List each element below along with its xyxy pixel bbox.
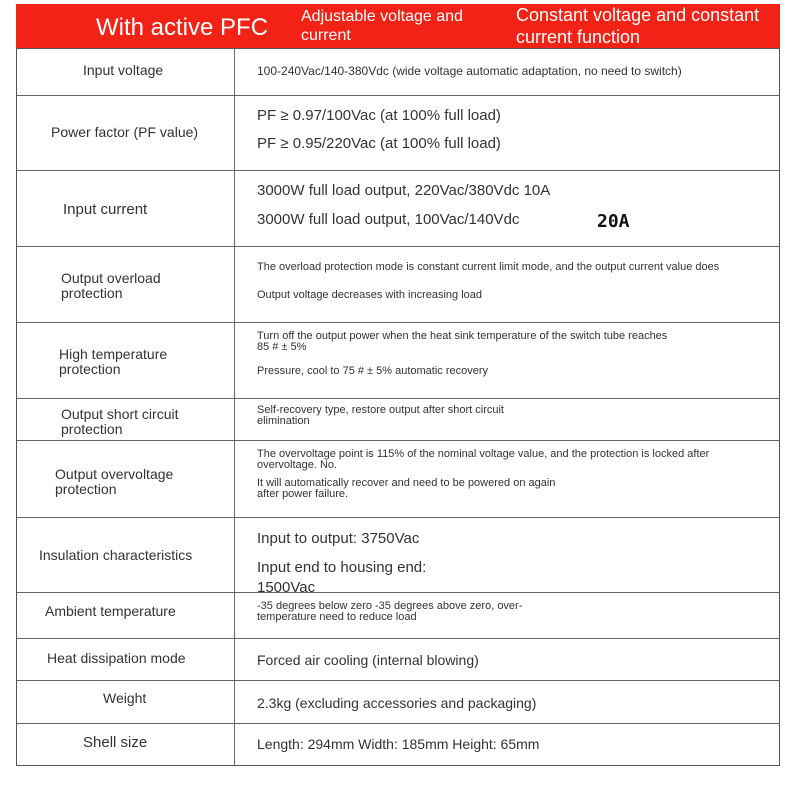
current-value-highlight: 20A	[597, 211, 630, 232]
row-value: The overload protection mode is constant current limit mode, and the output current value does	[257, 261, 720, 273]
row-label-cell	[17, 49, 235, 95]
row-value: Turn off the output power when the heat sink temperature of the switch tube reaches 85 # ± 5%	[257, 330, 668, 353]
table-row	[17, 322, 779, 398]
header-banner	[16, 4, 780, 48]
row-value: Input to output: 3750Vac	[257, 530, 420, 547]
table-row	[17, 680, 779, 723]
row-value: 3000W full load output, 220Vac/380Vdc 10A	[257, 182, 551, 199]
row-value: Input end to housing end: 1500Vac	[257, 559, 427, 596]
row-value: 3000W full load output, 100Vac/140Vdc	[257, 211, 520, 228]
table-row	[17, 723, 779, 765]
row-label: Weight	[103, 690, 147, 706]
row-label: Heat dissipation mode	[47, 650, 186, 666]
row-value: 100-240Vac/140-380Vdc (wide voltage automatic adaptation, no need to switch)	[257, 64, 682, 78]
row-label: Output overload protection	[61, 270, 161, 301]
table-row	[17, 95, 779, 170]
row-label-cell	[17, 639, 235, 680]
row-value: Output voltage decreases with increasing load	[257, 289, 483, 301]
row-label: Insulation characteristics	[39, 547, 193, 563]
row-label: Shell size	[83, 734, 148, 751]
row-label-cell	[17, 171, 235, 246]
table-row	[17, 170, 779, 246]
header-feature-adjustable: Adjustable voltage and current	[301, 8, 463, 44]
row-label-cell	[17, 323, 235, 398]
table-row	[17, 398, 779, 440]
row-label: Input voltage	[83, 62, 164, 78]
header-feature-constant: Constant voltage and constant current function	[516, 5, 760, 47]
row-label-cell	[17, 724, 235, 765]
row-value: Forced air cooling (internal blowing)	[257, 652, 479, 668]
row-label: Input current	[63, 201, 148, 218]
header-title: With active PFC	[96, 14, 269, 41]
table-row	[17, 517, 779, 596]
table-row	[17, 592, 779, 638]
row-value: -35 degrees below zero -35 degrees above zero, over-temperature need to reduce load	[257, 600, 523, 623]
row-label-cell	[17, 441, 235, 517]
row-label: Output short circuit protection	[61, 406, 179, 437]
row-value: PF ≥ 0.95/220Vac (at 100% full load)	[257, 135, 501, 152]
row-value: Length: 294mm Width: 185mm Height: 65mm	[257, 736, 540, 752]
row-value: It will automatically recover and need to be powered on again after power failure.	[257, 477, 556, 500]
row-value: Pressure, cool to 75 # ± 5% automatic recovery	[257, 365, 489, 377]
table-row	[17, 638, 779, 680]
row-value: PF ≥ 0.97/100Vac (at 100% full load)	[257, 107, 501, 124]
spec-table	[16, 48, 780, 766]
row-value: 2.3kg (excluding accessories and packaging)	[257, 695, 537, 711]
row-label: Ambient temperature	[45, 603, 176, 619]
row-label-cell	[17, 399, 235, 440]
row-label-cell	[17, 518, 235, 592]
row-label-cell	[17, 593, 235, 638]
table-row	[17, 440, 779, 517]
row-label-cell	[17, 681, 235, 723]
row-value: The overvoltage point is 115% of the nominal voltage value, and the protection is locked after overvoltage. No.	[257, 448, 710, 471]
table-row	[17, 246, 779, 322]
table-row	[17, 49, 779, 95]
row-label-cell	[17, 96, 235, 170]
row-label: Power factor (PF value)	[51, 124, 199, 140]
row-label-cell	[17, 247, 235, 322]
row-label: High temperature protection	[59, 346, 168, 377]
row-label: Output overvoltage protection	[55, 466, 174, 497]
row-value: Self-recovery type, restore output after short circuit elimination	[257, 404, 504, 427]
